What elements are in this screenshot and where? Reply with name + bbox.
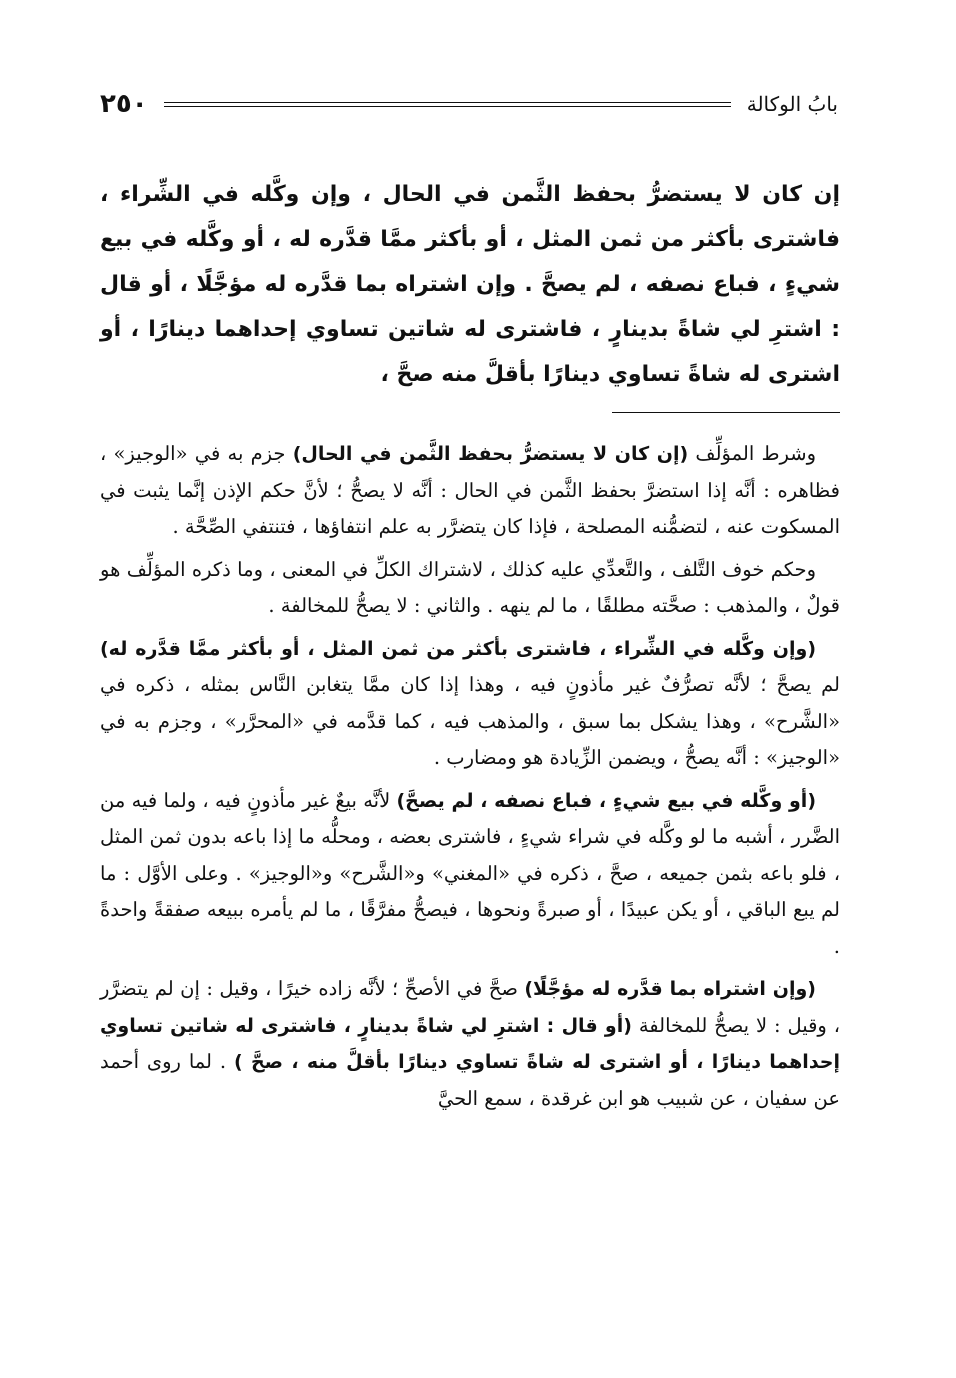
page-number: ٢٥٠ (100, 89, 148, 119)
commentary (100, 436, 840, 1123)
quoted-matn: (وإن وكَّله في الشِّراء ، فاشترى بأكثر من ثمن المثل ، أو بأكثر ممَّا قدَّره له) (100, 637, 816, 660)
commentary-paragraph (100, 552, 840, 625)
commentary-text: . لما روى أحمد عن سفيان ، عن شبيب هو ابن غرقدة ، سمع الحيَّ (100, 1050, 840, 1110)
quoted-matn: (أو قال : اشترِ لي شاةً بدينارٍ ، فاشترى له شاتين تساوي إحداهما دينارًا ، أو اشترى له شاةً تساوي دينارًا بأقلَّ منه ، صحَّ ) (100, 1014, 841, 1073)
main-text: إن كان لا يستضرُّ بحفظ الثَّمن في الحال ، وإن وكَّله في الشِّراء ، فاشترى بأكثر من ثمن المثل ، أو بأكثر ممَّا قدَّره له ، أو وكَّله في بيع شيءٍ ، فباع نصفه ، لم يصحَّ . وإن اشتراه بما قدَّره له مؤجَّلًا ، أو قال : اشترِ لي شاةً بدينارٍ ، فاشترى له شاتين تساوي إحداهما دينارًا ، أو اشترى له شاةً تساوي دينارًا بأقلَّ منه صحَّ ، (100, 182, 840, 387)
commentary-text: جزم به في «الوجيز» ، فظاهره : أنَّه إذا استضرَّ بحفظ الثَّمن في الحال : أنَّه لا يصحُّ ؛ لأنَّ حكم الإذن إنَّما يثبت في المسكوت عنه ، لتضمُّنه المصلحة ، فإذا كان يتضرَّر به علم انتفاؤها ، فتنتفي الصِّحَّة . (100, 442, 840, 538)
commentary-text: لم يصحَّ ؛ لأنَّه تصرُّفٌ غير مأذونٍ فيه ، وهذا إذا كان ممَّا يتغابن النَّاس بمثله ، ذكره في «الشَّرح» ، وهذا يشكل بما سبق ، والمذهب فيه ، كما قدَّمه في «المحرَّر» ، وجزم به في «الوجيز» : أنَّه يصحُّ ، ويضمن الزِّيادة هو ومضارب . (100, 673, 840, 769)
commentary-text: لأنَّه بيعٌ غير مأذونٍ فيه ، ولما فيه من الضَّرر ، أشبه ما لو وكَّله في شراء شيءٍ ، فاشترى بعضه ، ومحلُّه ما إذا باعه بدون ثمن المثل ، فلو باعه بثمن جميعه ، صحَّ ، ذكره في «المغني» و«الشَّرح» و«الوجيز» . وعلى الأوَّل : ما لم يبع الباقي ، أو يكن عبيدًا ، أو صبرةً ونحوها ، فيصحُّ مفرَّقًا ، ما لم يأمره ببيعه صفقةً واحدةً . (100, 788, 840, 958)
header-rule (164, 102, 731, 107)
chapter-title: بابُ الوكالة (746, 92, 838, 116)
page-header (100, 84, 838, 124)
commentary-paragraph (100, 971, 840, 1117)
commentary-paragraph (100, 436, 840, 546)
commentary-text: صحَّ في الأصحِّ ؛ لأنَّه زاده خيرًا ، وقيل : إن لم يتضرَّر ، وقيل : لا يصحُّ للمخالفة (100, 977, 841, 1037)
quoted-matn: (وإن اشتراه بما قدَّره له مؤجَّلًا) (524, 978, 816, 1000)
commentary-paragraph (100, 783, 840, 966)
quoted-matn: (أو وكَّله في بيع شيءٍ ، فباع نصفه ، لم يصحَّ) (396, 789, 816, 812)
commentary-text: وشرط المؤلِّف (688, 442, 817, 465)
quoted-matn: (إن كان لا يستضرُّ بحفظ الثَّمن في الحال) (292, 443, 689, 465)
section-separator (612, 412, 840, 413)
commentary-paragraph (100, 631, 840, 777)
commentary-text: وحكم خوف التَّلف ، والتَّعدِّي عليه كذلك ، لاشتراك الكلِّ في المعنى ، وما ذكره المؤلِّف هو قولٌ ، والمذهب : صحَّته مطلقًا ، ما لم ينهه . والثاني : لا يصحُّ للمخالفة . (100, 557, 840, 617)
